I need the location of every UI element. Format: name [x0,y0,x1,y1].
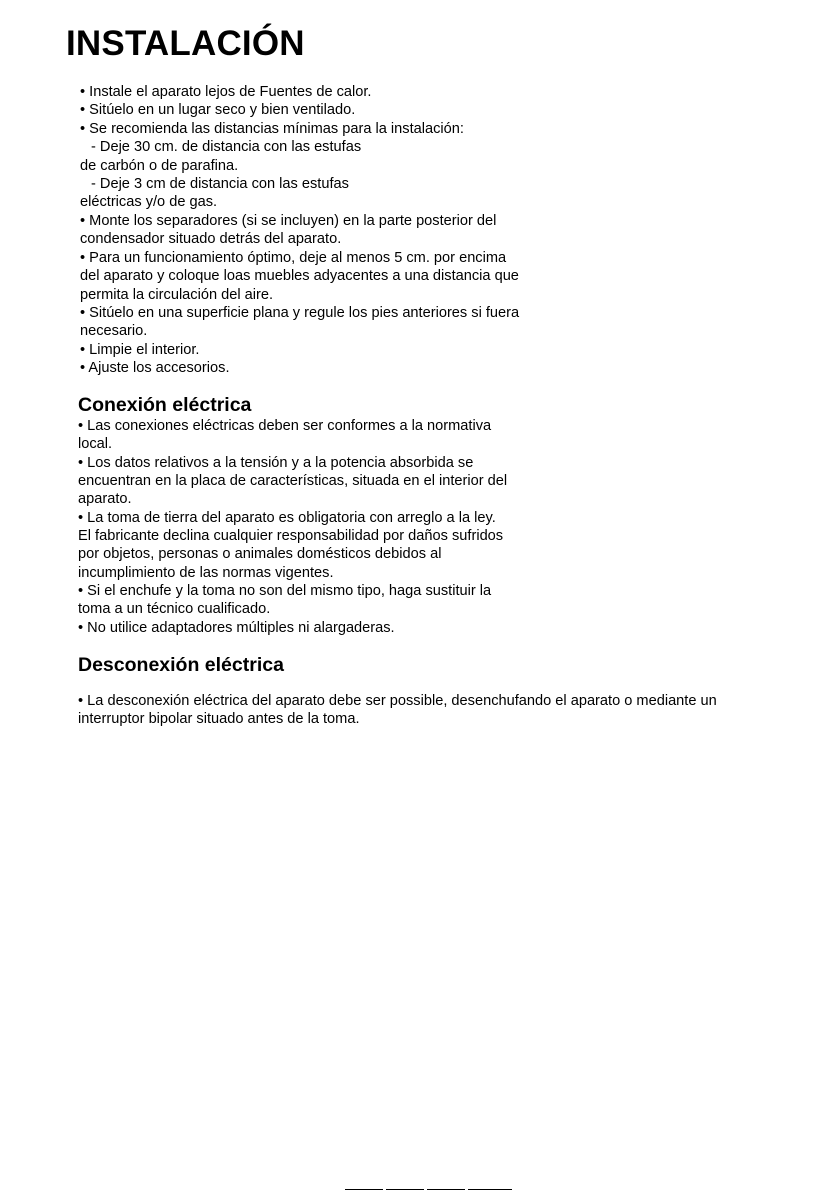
footer-rule [427,1189,465,1190]
list-item: de carbón o de parafina. [80,158,239,174]
section-heading-connection: Conexión eléctrica [78,394,252,416]
list-item: - Deje 3 cm de distancia con las estufas [91,176,349,192]
list-item: • Instale el aparato lejos de Fuentes de calor. [80,84,372,100]
list-item: • Ajuste los accesorios. [80,360,230,376]
list-item: • Las conexiones eléctricas deben ser conformes a la normativa [78,418,492,434]
list-item: toma a un técnico cualificado. [78,601,271,617]
list-item: • Para un funcionamiento óptimo, deje al menos 5 cm. por encima [80,250,507,266]
page-footer-edge [0,1186,840,1192]
list-item: • Sitúelo en una superficie plana y regule los pies anteriores si fuera [80,305,520,321]
section-heading-disconnection: Desconexión eléctrica [78,654,284,676]
list-item: encuentran en la placa de características, situada en el interior del [78,473,508,489]
list-item: interruptor bipolar situado antes de la toma. [78,711,360,727]
list-item: del aparato y coloque loas muebles adyacentes a una distancia que [80,268,519,284]
list-item: condensador situado detrás del aparato. [80,231,342,247]
list-item: necesario. [80,323,148,339]
list-item: • Si el enchufe y la toma no son del mismo tipo, haga sustituir la [78,583,492,599]
footer-rule [468,1189,512,1190]
list-item: • Los datos relativos a la tensión y a la potencia absorbida se [78,455,474,471]
list-item: incumplimiento de las normas vigentes. [78,565,334,581]
page-title: INSTALACIÓN [66,24,305,63]
list-item: • Monte los separadores (si se incluyen) en la parte posterior del [80,213,497,229]
list-item: • La toma de tierra del aparato es obligatoria con arreglo a la ley. [78,510,496,526]
list-item: aparato. [78,491,132,507]
list-item: por objetos, personas o animales domésticos debidos al [78,546,442,562]
list-item: • No utilice adaptadores múltiples ni alargaderas. [78,620,395,636]
list-item: permita la circulación del aire. [80,287,274,303]
list-item: • Se recomienda las distancias mínimas para la instalación: [80,121,464,137]
footer-rule [345,1189,383,1190]
list-item: • Sitúelo en un lugar seco y bien ventilado. [80,102,356,118]
list-item: • La desconexión eléctrica del aparato debe ser possible, desenchufando el aparato o mediante un [78,693,717,709]
list-item: eléctricas y/o de gas. [80,194,218,210]
list-item: El fabricante declina cualquier responsabilidad por daños sufridos [78,528,504,544]
list-item: - Deje 30 cm. de distancia con las estufas [91,139,362,155]
list-item: • Limpie el interior. [80,342,200,358]
list-item: local. [78,436,113,452]
footer-rule [386,1189,424,1190]
